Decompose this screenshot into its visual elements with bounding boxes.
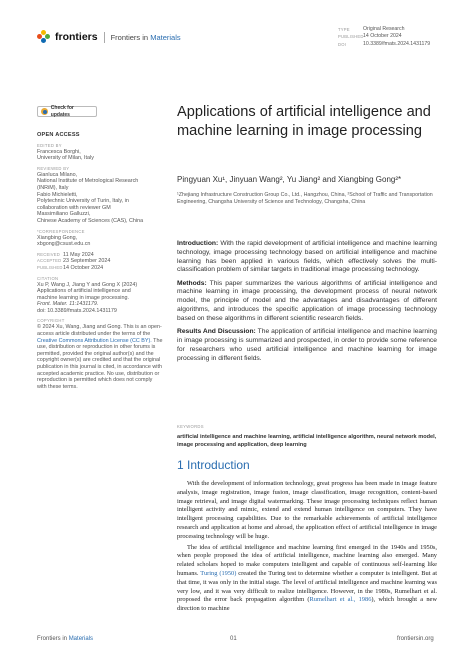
journal-materials: Materials [150,32,181,42]
date-row [37,252,163,259]
abstract-text: The application of artificial intelligence and machine learning in image processing is summarized and prospected, in order to provide some reference for researchers who used artificial intelligence and machine learning for image processing in different fields. [177,328,437,362]
reviewed-by-section [37,166,163,225]
date-key: ACCEPTED [37,258,62,264]
frontiers-logo[interactable] [37,30,181,44]
section-heading: 1 Introduction [177,458,250,472]
reviewer-line: Chinese Academy of Sciences (CAS), China [37,217,144,224]
body-text-part: ), which brought a new direction to machine [177,596,437,613]
date-value: 14 October 2024 [63,264,104,271]
abstract-head: Methods: [177,279,207,287]
abstract-head: Results And Discussion: [177,328,256,336]
date-row [37,265,163,272]
citation-line: Applications of artificial intelligence and [37,288,131,295]
logo-divider [104,32,105,43]
dates-section [37,252,163,272]
date-value: 11 May 2024 [63,251,94,258]
meta-value[interactable]: 10.3389/fmats.2024.1431179 [363,40,431,47]
abstract-introduction [177,240,437,275]
reviewer-line: Fabio Michieletti, [37,191,78,198]
meta-row [338,26,430,33]
reviewer-line: National Institute of Metrological Research [37,178,139,185]
reviewed-by-label: REVIEWED BY [37,165,70,171]
keywords-label: KEYWORDS [177,424,204,429]
citation-doi[interactable]: doi: 10.3389/fmats.2024.1431179 [37,307,117,314]
edited-by-section [37,143,163,162]
editor-line: University of Milan, Italy [37,155,94,162]
date-key: RECEIVED [37,251,61,257]
meta-row [338,41,430,48]
copyright-text [37,324,163,390]
abstract-text: With the rapid development of artificial intelligence and machine learning technology, image processing technology based on artificial intelligence and machine learning has been applied in various fields, which effectively solves the multi-classification problem of similar targets in traditional image processing technology. [177,240,437,274]
footer-journal-prefix: Frontiers in [37,636,69,642]
date-value: 23 September 2024 [63,258,111,265]
author-list: Pingyuan Xu¹, Jinyuan Wang², Yu Jiang² and Xiangbing Gong²* [177,175,402,184]
page-number: 01 [230,636,237,642]
body-paragraph [177,544,437,614]
body-paragraph: With the development of information technology, great progress has been made in image feature analysis, image registration, image fusion, image classification, image recognition, content-based image retrieval, and image digital watermarking. These image processing techniques reflect human intelligent activity and mimic, extend and extend human intelligence on computers. They have intelligent processing capabilities. Due to the remarkable achievements of artificial intelligence research and application at home and abroad, the application effect of artificial intelligence in image processing technology will be huge. [177,480,437,540]
journal-name[interactable] [111,33,181,42]
copyright-text-b: The use, distribution or reproduction in other forums is permitted, provided the original author(s) and the copyright owner(s) are credited and that the original publication in this journal is cited, in accordance with accepted academic practice. No use, distribution or reproduction is permitted which does not comply with these terms. [37,337,163,390]
copyright-label: COPYRIGHT [37,318,65,324]
meta-value: 14 October 2024 [363,33,402,40]
check-updates-icon [41,108,48,115]
copyright-text-a: © 2024 Xu, Wang, Jiang and Gong. This is an open-access article distributed under the terms of the [37,324,162,338]
citation-section [37,276,163,315]
meta-value: Original Research [363,26,405,32]
citation-line: machine learning in image processing. [37,294,129,301]
reference-link[interactable]: Rumelhart et al., 1986 [309,596,372,604]
abstract [177,240,437,368]
editor-line: Francesca Borghi, [37,148,81,155]
body-text [177,480,437,616]
reviewer-line: Polytechnic University of Turin, Italy, in [37,198,129,205]
reviewer-line: collaboration with reviewer GM [37,204,111,211]
reviewer-line: (INRiM), Italy [37,184,69,191]
correspondence-section [37,229,163,248]
reference-link[interactable]: Turing (1950) [200,569,237,577]
body-text-part: The idea of artificial intelligence and machine learning first emerged in the 1940s and 1950s, when people proposed the idea of artificial intelligence, machine learning also emerged. Many related scholars hoped to make computers intelligent and capable of continuous self-learning like humans. [177,543,437,577]
sidebar [37,106,163,394]
footer-site-link[interactable]: frontiersin.org [397,636,434,642]
cc-by-license-link[interactable]: Creative Commons Attribution License (CC BY). [37,337,152,344]
footer-journal [37,636,93,642]
meta-key: DOI [338,41,347,47]
logo-text: frontiers [55,31,98,43]
correspondence-email[interactable]: xbgong@csust.edu.cn [37,241,91,248]
meta-row [338,33,430,40]
citation-label: CITATION [37,275,59,281]
correspondence-label: *CORRESPONDENCE [37,228,85,234]
frontiers-logo-icon [37,30,51,44]
meta-key: PUBLISHED [338,34,364,40]
date-row [37,258,163,265]
edited-by-label: EDITED BY [37,142,62,148]
keywords: artificial intelligence and machine learning, artificial intelligence algorithm, neural network model, image processing and application, deep learning [177,434,437,448]
reviewer-line: Gianluca Milano, [37,171,78,178]
check-updates-label: Check for updates [50,104,74,118]
citation-line: Xu P, Wang J, Jiang Y and Gong X (2024) [37,281,138,288]
reviewer-line: Massimiliano Galluzzi, [37,211,91,218]
abstract-methods [177,280,437,324]
affiliations: ¹Zhejiang Infrastructure Construction Group Co., Ltd., Hangzhou, China, ²School of Traffic and Transportation Engineering, Changsha University of Science and Technology, Changsha, China [177,192,433,205]
citation-line: Front. Mater. 11:1431179. [37,301,99,308]
correspondence-name: Xiangbing Gong, [37,234,78,241]
abstract-head: Introduction: [177,240,219,247]
abstract-results [177,328,437,363]
body-text-part: created the Turing test to determine whether a computer is intelligent. But at that time, it was only in the initial stage. The level of artificial intelligence and machine learning was very low, and it was very difficult to realize intelligence. However, in the 1980s, Rumelhart et al. proposed the error back propagation algorithm ( [177,569,437,604]
meta-key: TYPE [338,27,350,32]
article-title: Applications of artificial intelligence and machine learning in image processing [177,104,431,139]
open-access-label: OPEN ACCESS [37,132,80,138]
journal-prefix: Frontiers in [110,32,151,42]
copyright-section [37,318,163,390]
check-updates-button[interactable] [37,106,97,117]
abstract-text: This paper summarizes the various algorithms of artificial intelligence and machine learning in image processing, the development process of neural network model, the principle of model and the advantages and disadvantages of different algorithms, and introduces the specific application of image processing technology based on these algorithms in different scientific research fields. [177,279,437,322]
article-meta [338,26,430,48]
date-key: PUBLISHED [37,264,63,270]
footer-journal-link[interactable]: Materials [68,636,94,642]
